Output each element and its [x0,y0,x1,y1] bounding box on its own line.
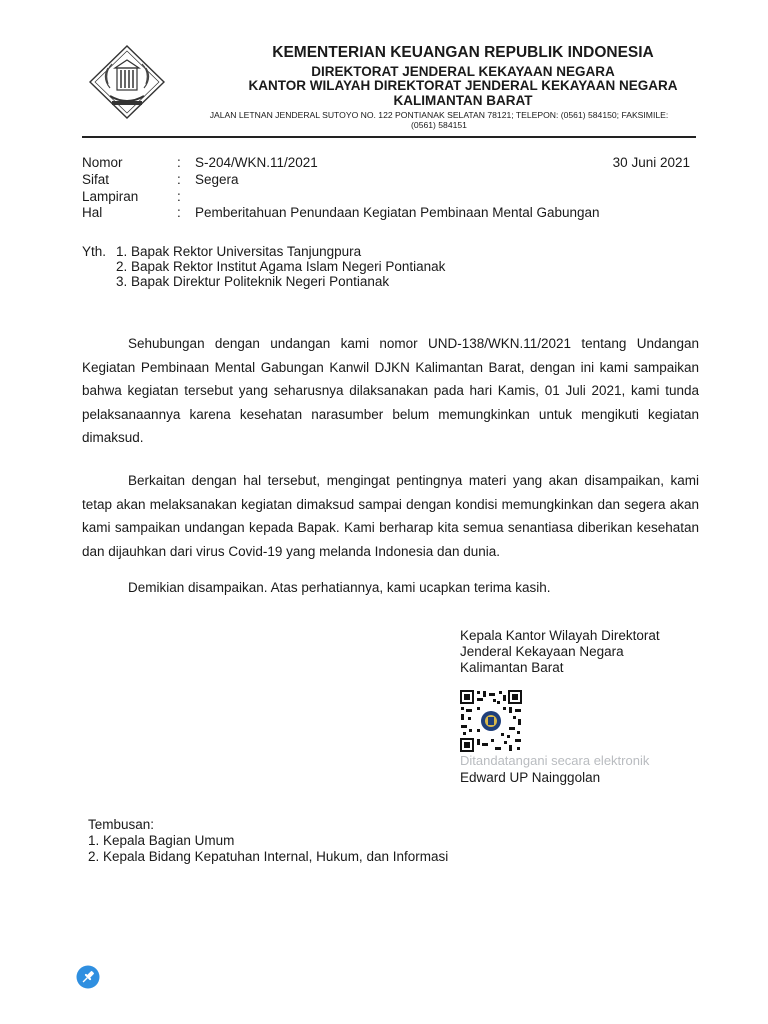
pin-icon[interactable] [76,965,100,989]
qr-code-icon [459,689,523,753]
signatory-title-1: Kepala Kantor Wilayah Direktorat [460,628,660,643]
hal-colon: : [177,205,181,220]
signatory-title-3: Kalimantan Barat [460,660,564,675]
region-name: KALIMANTAN BARAT [393,93,533,108]
hal-label: Hal [82,205,103,220]
tembusan-item: 2. Kepala Bidang Kepatuhan Internal, Hukum, dan Informasi [88,849,449,864]
sifat-label: Sifat [82,172,110,187]
ministry-name: KEMENTERIAN KEUANGAN REPUBLIK INDONESIA [272,44,654,61]
closing-sentence: Demikian disampaikan. Atas perhatiannya, kami ucapkan terima kasih. [128,580,551,595]
letter-date: 30 Juni 2021 [612,155,690,170]
header-divider [82,136,696,138]
office-address: JALAN LETNAN JENDERAL SUTOYO NO. 122 PONTIANAK SELATAN 78121; TELEPON: (0561) 584150; FAKSIMILE: (0561) 584151 [209,110,669,130]
nomor-value: S-204/WKN.11/2021 [195,155,318,170]
recipient-item: 1. Bapak Rektor Universitas Tanjungpura [116,244,362,259]
recipient-item: 3. Bapak Direktur Politeknik Negeri Pontianak [116,274,390,289]
tembusan-item: 1. Kepala Bagian Umum [88,833,235,848]
lampiran-label: Lampiran [82,189,139,204]
recipients-prefix: Yth. [82,244,107,259]
body-paragraph-2: Berkaitan dengan hal tersebut, mengingat pentingnya materi yang akan disampaikan, kami tetap akan melaksanakan kegiatan dimaksud sampai dengan kondisi memungkinkan dan segera akan kami sampaikan undangan kepada Bapak. Kami berharap kita semua senantiasa diberikan kesehatan dan dijauhkan dari virus Covid-19 yang melanda Indonesia dan dunia. [82,473,699,559]
nomor-colon: : [177,155,181,170]
directorate-name: DIREKTORAT JENDERAL KEKAYAAN NEGARA [311,64,615,79]
electronic-signature-note: Ditandatangani secara elektronik [460,753,650,768]
signatory-name: Edward UP Nainggolan [460,770,601,785]
sifat-colon: : [177,172,181,187]
nomor-label: Nomor [82,155,123,170]
lampiran-colon: : [177,189,181,204]
body-paragraph-1: Sehubungan dengan undangan kami nomor UND-138/WKN.11/2021 tentang Undangan Kegiatan Pembinaan Mental Gabungan Kanwil DJKN Kalimantan Barat, dengan ini kami sampaikan bahwa kegiatan tersebut yang seharusnya dilaksanakan pada hari Kamis, 01 Juli 2021, kami tunda pelaksanaannya karena kesehatan narasumber belum memungkinkan untuk mengikuti kegiatan dimaksud. [82,336,699,445]
hal-value: Pemberitahuan Penundaan Kegiatan Pembinaan Mental Gabungan [195,205,600,220]
office-name: KANTOR WILAYAH DIREKTORAT JENDERAL KEKAYAAN NEGARA [248,78,678,93]
recipient-item: 2. Bapak Rektor Institut Agama Islam Negeri Pontianak [116,259,446,274]
ministry-emblem-icon [88,44,166,120]
sifat-value: Segera [195,172,239,187]
signatory-title-2: Jenderal Kekayaan Negara [460,644,624,659]
tembusan-label: Tembusan: [88,817,155,832]
